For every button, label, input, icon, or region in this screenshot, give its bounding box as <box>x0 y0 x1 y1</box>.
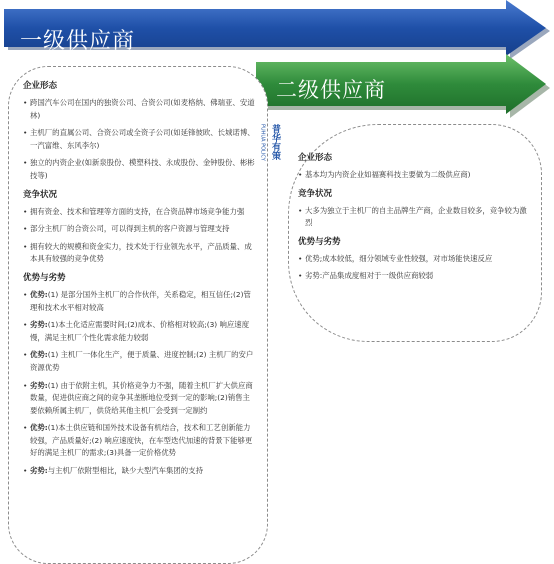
item-text: 部分主机厂的合资公司，可以得到主机的客户资源与管理支持 <box>30 224 230 234</box>
item-text: (1) 由于依附主机，其价格竞争力不强，随着主机厂扩大供应商数量，促进供应商之间的竞争其垄断地位受到一定的影响;(2)销售主要依赖所属主机厂，供货给其他主机厂会受到一定制约 <box>30 380 253 415</box>
tier2-content <box>298 151 532 288</box>
list-item <box>23 127 257 152</box>
tier2-panel <box>288 124 542 342</box>
item-label: 优势: <box>30 289 48 299</box>
list-item <box>23 97 257 122</box>
section-heading: 竞争状况 <box>23 189 58 200</box>
list-item <box>23 289 257 314</box>
tier1-panel <box>8 66 268 564</box>
item-text: 拥有较大的规模和资金实力，技术处于行业领先水平，产品质量、成本具有较强的竞争优势 <box>30 241 252 264</box>
item-text: 劣势:产品集成度相对于一级供应商较弱 <box>305 271 434 281</box>
item-text: (1)本土供应链和国外技术设备有机结合，技术和工艺创新能力较强，产品质量好;(2) 响应速度快，在车型迭代加速的背景下能够更好的满足主机厂的需求;(3)具备一定价格优势 <box>30 423 253 458</box>
list-item <box>23 241 257 266</box>
list-item <box>23 422 257 460</box>
list-item <box>298 169 532 182</box>
logo-subtext: PUHUA POLICY <box>259 124 266 161</box>
list-item <box>298 270 532 283</box>
list-item <box>23 223 257 236</box>
item-text: 与主机厂依附型相比，缺少大型汽车集团的支持 <box>47 466 203 476</box>
tier1-title: 一级供应商 <box>20 29 136 54</box>
item-label: 优势: <box>30 350 48 360</box>
list-item <box>23 206 257 219</box>
logo <box>266 124 284 163</box>
logo-name: 普华有策 <box>270 124 280 160</box>
tier2-title: 二级供应商 <box>276 78 386 102</box>
section-heading: 竞争状况 <box>298 188 333 199</box>
item-label: 优势: <box>30 423 48 433</box>
list-item <box>23 465 257 478</box>
item-text: (1) 主机厂一体化生产，便于质量、进度控制;(2) 主机厂的安户资源优势 <box>30 350 254 372</box>
item-label: 劣势: <box>30 466 48 476</box>
item-text: 优势;成本较低，细分领域专业性较强，对市场能快速反应 <box>305 253 493 263</box>
item-text: (1)本土化适应需要时间;(2)成本、价格相对较高;(3) 响应速度慢，满足主机厂个性化需求能力较弱 <box>30 320 250 342</box>
list-item <box>298 205 532 230</box>
item-label: 劣势: <box>30 320 48 330</box>
list-item <box>23 349 257 374</box>
section-heading: 优势与劣势 <box>23 272 66 283</box>
section-heading: 企业形态 <box>23 81 58 91</box>
item-text: 基本均为内资企业如福赛科技主要做为二级供应商) <box>305 170 471 179</box>
section-heading: 企业形态 <box>298 153 333 163</box>
list-item <box>23 380 257 418</box>
item-text: 主机厂的直属公司、合资公司或全资子公司(如延锋彼欧、长城诺博、一汽富维、东风李尔) <box>30 128 255 150</box>
list-item <box>298 253 532 266</box>
item-text: 大多为独立于主机厂的自主品牌生产商，企业数目较多，竞争较为激烈 <box>305 205 527 228</box>
tier1-content <box>23 79 257 483</box>
item-text: (1) 是部分国外主机厂的合作伙伴，关系稳定，相互信任;(2)管理和技术水平相对较高 <box>30 289 251 312</box>
list-item <box>23 319 257 344</box>
item-text: 独立的内资企业(如新泉股份、模塑科技、永成股份、金钟股份、彬彬技等) <box>30 158 255 180</box>
list-item <box>23 157 257 182</box>
item-label: 劣势: <box>30 380 48 390</box>
section-heading: 优势与劣势 <box>298 236 341 247</box>
item-text: 跨国汽车公司在国内的独资公司、合资公司(如麦格纳、佛瑞亚、安道林) <box>30 98 255 120</box>
item-text: 拥有资金、技术和管理等方面的支持，在合资品牌市场竞争能力强 <box>30 206 245 216</box>
